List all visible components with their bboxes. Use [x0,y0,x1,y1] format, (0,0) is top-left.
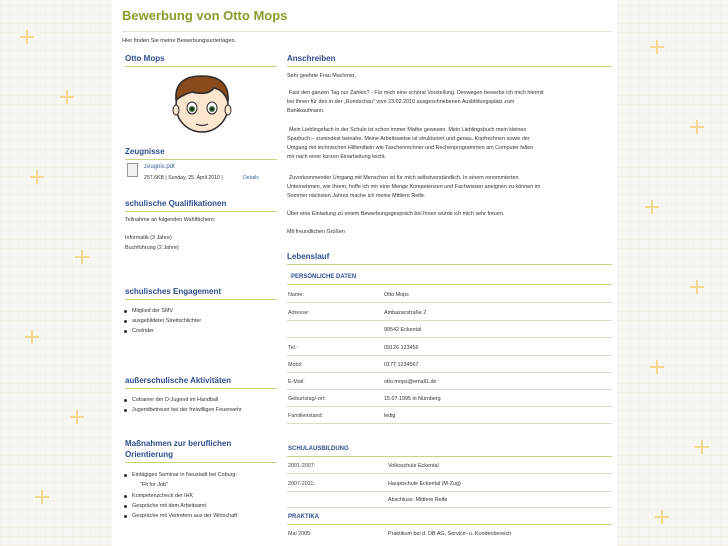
letter-closing: Mit freundlichen Grüßen [287,229,345,235]
background-ornament [30,170,44,184]
engagement-list [122,306,201,336]
anschreiben-title: Anschreiben [287,54,336,63]
background-ornament [650,360,664,374]
cv-period: 2007-2011: [288,481,315,487]
letter-paragraph-line: Fast den ganzen Tag nur Zahlen? - Für mich eine schöne Vorstellung. Deswegen bewerbe ich mich hiermit [289,90,544,96]
cv-value: Volksschule Eckental [388,463,439,469]
letter-paragraph-line: Unternehmen, wie Ihrem, hoffe ich mir eine Menge Kompetenzen und Fachwissen aneignen zu können im [287,184,541,190]
cv-label: Adresse: [288,310,310,316]
intro-text: Hier finden Sie meine Bewerbungsunterlagen. [122,38,237,44]
row-divider [287,302,612,303]
row-divider [287,473,612,474]
cv-label: Mobil: [288,362,303,368]
list-item: Cotrainer der D-Jugend im Handball [122,395,242,405]
letter-paragraph-line: Umgang mit technischen Hilfsmitteln wie Taschenrechner und Rechenprogrammen am Computer fallen [287,145,534,151]
background-ornament [20,30,34,44]
letter-paragraph-line: Über eine Einladung zu einem Bewerbungsgespräch bei Ihnen würde ich mich sehr freuen. [287,211,505,217]
orientierung-list [122,470,237,480]
cv-label: Tel.: [288,345,298,351]
row-divider [287,507,612,508]
cv-value: 15.07.1995 in Nürnberg [384,396,441,402]
list-item: Gespräche mit Vertretern aus der Wirtschaft [122,511,237,521]
letter-paragraph-line: bei Ihnen für den in der „Rundschau" vom 23.02.2010 ausgeschriebenen Ausbildungsplatz zum [287,99,515,105]
row-divider [287,491,612,492]
qualifikation-item: Buchführung (2 Jahre) [125,245,179,251]
cv-period: Mai 2005: [288,531,312,537]
application-page [112,0,617,546]
lebenslauf-divider [287,264,612,265]
letter-salutation: Sehr geehrte Frau Machmer, [287,73,356,79]
letter-paragraph-line: mir nach einer kurzen Einarbeitung leicht. [287,154,387,160]
school-bar [287,456,612,457]
school-heading: SCHULAUSBILDUNG [288,446,349,452]
avatar [162,70,242,136]
lebenslauf-title: Lebenslauf [287,252,330,261]
orientierung-title-line1: Maßnahmen zur beruflichen [125,439,232,448]
list-item: Mitglied der SMV [122,306,201,316]
cv-value: otto.mops@email1.de [384,379,437,385]
cv-value: 0177 1234567 [384,362,419,368]
praktika-bar [287,524,612,525]
orientierung-list-more [122,491,237,521]
engagement-divider [125,299,277,300]
aktivitaeten-list [122,395,242,415]
cv-value: 90542 Eckental [384,327,422,333]
cv-value: Ambazacstraße 2 [384,310,427,316]
pdf-file-icon [127,163,138,177]
row-divider [287,320,612,321]
personal-data-heading: PERSÖNLICHE DATEN [291,274,357,280]
orientierung-title-line2: Orientierung [125,450,174,459]
row-divider [287,355,612,356]
cv-label: Geburtstag/-ort: [288,396,326,402]
file-meta: 257,6KB | Sunday, 25. April 2010 | [144,175,223,181]
row-divider [287,406,612,407]
cv-value: Hauptschule Eckental (M-Zug) [388,481,461,487]
background-ornament [650,40,664,54]
personal-data-bar [287,284,612,285]
background-ornament [695,440,709,454]
cv-value: 09126 123456 [384,345,419,351]
background-ornament [60,90,74,104]
title-divider [122,31,612,32]
letter-paragraph-line: Zuvorkommender Umgang mit Menschen ist für mich selbstverständlich. In einem renommierten [289,175,519,181]
page-title: Bewerbung von Otto Mops [122,8,288,23]
letter-paragraph-line: Mein Lieblingsfach in der Schule ist schon immer Mathe gewesen. Mein Lieblingsbuch mein kleines [289,127,527,133]
list-item-continuation: "Fit for Job" [140,482,168,488]
cv-value: ledig [384,413,396,419]
cv-label: E-Mail: [288,379,305,385]
row-divider [287,337,612,338]
qualifikation-item: Informatik (3 Jahre) [125,235,172,241]
cv-period: 2001-2007: [288,463,316,469]
list-item: Coolrider [122,326,201,336]
row-divider [287,423,612,424]
file-link[interactable]: zeugnis.pdf [144,164,175,170]
qualifikationen-divider [125,211,277,212]
background-ornament [690,120,704,134]
letter-paragraph-line: Sommer nächsten Jahres mache ich meine Mittlere Reife. [287,193,426,199]
background-ornament [70,410,84,424]
cv-label: Name: [288,292,304,298]
cv-value: Praktikum bei d. DB AG, Service- u. Kundenbereich [388,531,512,537]
praktika-heading: PRAKTIKA [288,514,319,520]
profile-divider [125,66,277,67]
qualifikationen-title: schulische Qualifikationen [125,199,227,208]
qualifikationen-intro: Teilnahme an folgenden Wahlfächern: [125,217,216,223]
file-details-link[interactable]: Details [243,175,259,181]
zeugnisse-title: Zeugnisse [125,147,165,156]
list-item: Kompetenzcheck der IHK [122,491,237,501]
zeugnisse-divider [125,159,277,160]
cv-label: Familienstand: [288,413,324,419]
anschreiben-divider [287,66,612,67]
background-ornament [690,280,704,294]
background-ornament [75,250,89,264]
aktivitaeten-divider [125,388,277,389]
cv-value: Otto Mops [384,292,409,298]
aktivitaeten-title: außerschulische Aktivitäten [125,376,231,385]
cv-value: Abschluss: Mittlere Reife [388,497,448,503]
list-item: Gespräche mit dem Arbeitsamt [122,501,237,511]
letter-paragraph-line: Sparbuch – zumindest beinahe. Meine Arbeitsweise ist strukturiert und genau. Kopfrechnen sowie der [287,136,530,142]
row-divider [287,372,612,373]
row-divider [287,389,612,390]
background-ornament [35,490,49,504]
background-ornament [25,330,39,344]
background-ornament [645,200,659,214]
engagement-title: schulisches Engagement [125,287,222,296]
list-item: ausgebildeter Streitschlichter [122,316,201,326]
orientierung-divider [125,462,277,463]
list-item: Eintägiges Seminar in Neustadt bei Coburg: [122,470,237,480]
letter-paragraph-line: Bankkaufmann. [287,108,325,114]
list-item: Jugendbetreuer bei der freiwilligen Feuerwehr [122,405,242,415]
background-ornament [655,510,669,524]
profile-name: Otto Mops [125,54,165,63]
